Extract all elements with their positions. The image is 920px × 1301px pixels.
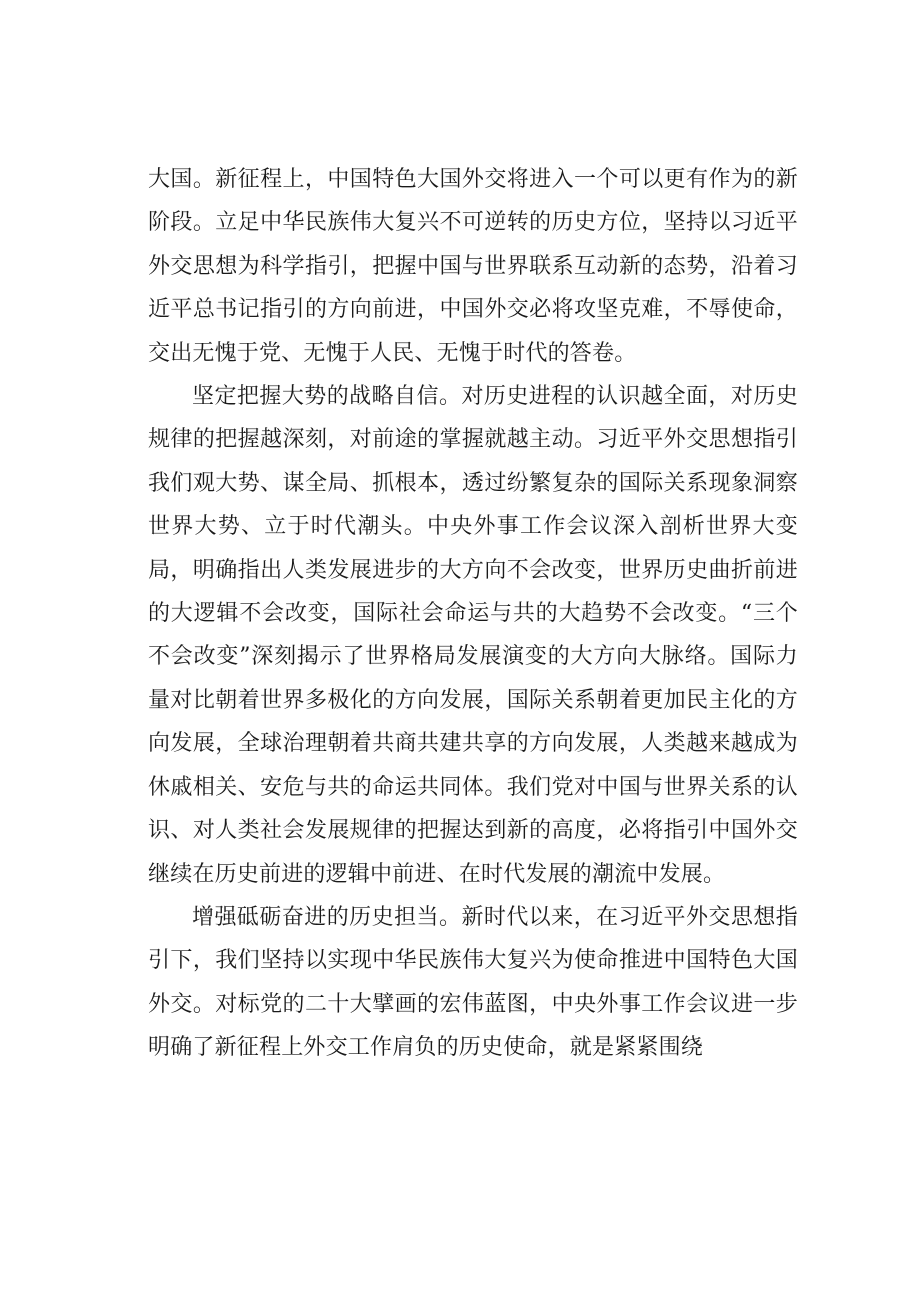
- paragraph-strategic-confidence: 坚定把握大势的战略自信。对历史进程的认识越全面，对历史规律的把握越深刻，对前途的掌握就越主动。习近平外交思想指引我们观大势、谋全局、抓根本，透过纷繁复杂的国际关系现象洞察世界大势、立于时代潮头。中央外事工作会议深入剖析世界大变局，明确指出人类发展进步的大方向不会改变，世界历史曲折前进的大逻辑不会改变，国际社会命运与共的大趋势不会改变。“三个不会改变”深刻揭示了世界格局发展演变的大方向大脉络。国际力量对比朝着世界多极化的方向发展，国际关系朝着更加民主化的方向发展，全球治理朝着共商共建共享的方向发展，人类越来越成为休戚相关、安危与共的命运共同体。我们党对中国与世界关系的认识、对人类社会发展规律的把握达到新的高度，必将指引中国外交继续在历史前进的逻辑中前进、在时代发展的潮流中发展。: [148, 384, 798, 887]
- document-body: [148, 158, 798, 1070]
- paragraph-continuation: 大国。新征程上，中国特色大国外交将进入一个可以更有作为的新阶段。立足中华民族伟大复兴不可逆转的历史方位，坚持以习近平外交思想为科学指引，把握中国与世界联系互动新的态势，沿着习近平总书记指引的方向前进，中国外交必将攻坚克难，不辱使命，交出无愧于党、无愧于人民、无愧于时代的答卷。: [148, 167, 798, 366]
- paragraph-historical-responsibility: 增强砥砺奋进的历史担当。新时代以来，在习近平外交思想指引下，我们坚持以实现中华民族伟大复兴为使命推进中国特色大国外交。对标党的二十大擘画的宏伟蓝图，中央外事工作会议进一步明确了新征程上外交工作肩负的历史使命，就是紧紧围绕: [148, 904, 798, 1061]
